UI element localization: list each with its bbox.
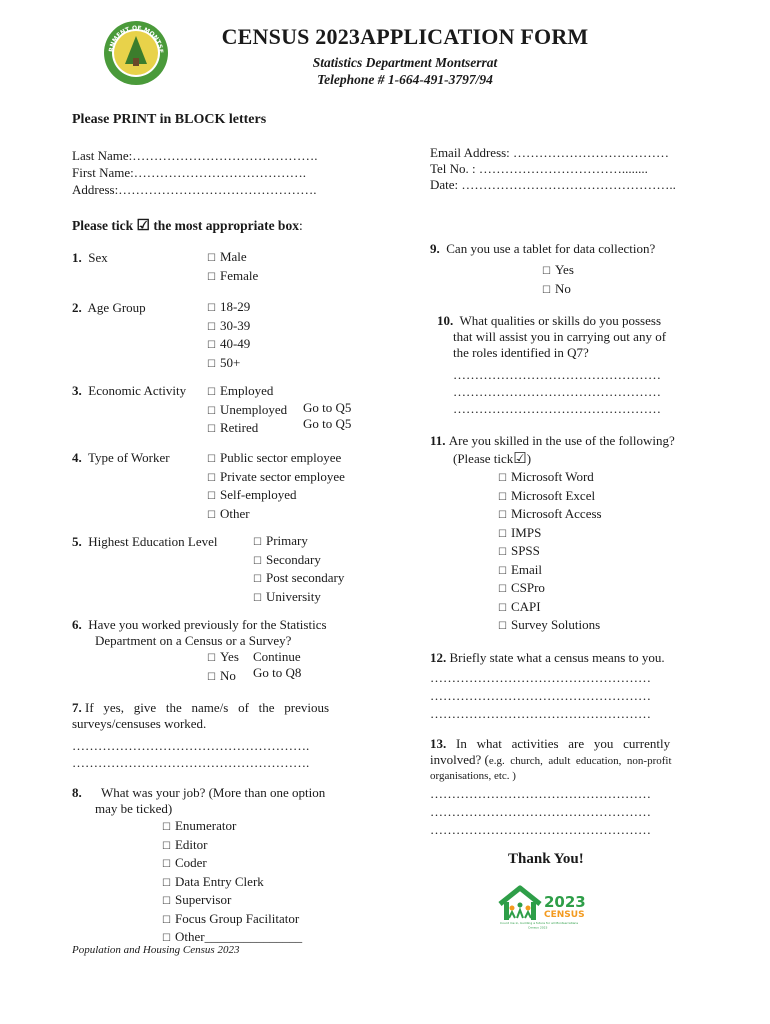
- q13-answer-line[interactable]: ……………………………………………: [430, 786, 651, 801]
- checkbox-option[interactable]: ☐ Primary: [253, 533, 308, 548]
- checkbox-option[interactable]: ☐ Post secondary: [253, 570, 345, 585]
- checkbox-option[interactable]: ☐ 50+: [207, 354, 241, 370]
- svg-text:GOVERNMENT OF MONTSERRAT: RNMENT OF MONTSE: [107, 24, 165, 54]
- q7-answer-line[interactable]: ……………………………………………….: [72, 755, 310, 770]
- skip-instruction: Go to Q8: [253, 665, 302, 680]
- checkbox-option[interactable]: ☐ Other: [207, 505, 250, 521]
- date-field[interactable]: Date: …………………………………………..: [430, 177, 676, 192]
- q1-label: 1. Sex: [72, 250, 108, 265]
- email-field[interactable]: Email Address: ………………………………: [430, 145, 670, 160]
- checkbox-option[interactable]: ☐ Public sector employee: [207, 450, 342, 465]
- print-instruction: Please PRINT in BLOCK letters: [72, 112, 267, 127]
- q8-question-cont: may be ticked): [95, 801, 173, 816]
- checkbox-option[interactable]: ☐ 40-49: [207, 336, 251, 351]
- checkbox-option[interactable]: ☐ Female: [207, 267, 259, 283]
- checkbox-option[interactable]: ☐ Focus Group Facilitator: [162, 910, 300, 926]
- q2-options: [207, 299, 250, 373]
- q12-answer-line[interactable]: ……………………………………………: [430, 670, 651, 685]
- q12-answer-line[interactable]: ……………………………………………: [430, 688, 651, 703]
- form-title: CENSUS 2023APPLICATION FORM: [221, 24, 589, 49]
- checkbox-option[interactable]: ☐ Microsoft Word: [498, 469, 594, 484]
- q10-answer-line[interactable]: …………………………………………: [453, 384, 661, 399]
- checkbox-option[interactable]: ☐ SPSS: [498, 543, 540, 558]
- tel-field[interactable]: Tel No. : ……………………………........: [430, 161, 648, 176]
- checkbox-option[interactable]: ☐ Survey Solutions: [498, 617, 601, 632]
- checkbox-option[interactable]: ☐ Yes: [542, 262, 574, 277]
- q9-options: [542, 262, 574, 299]
- skip-instruction: Continue: [253, 649, 301, 664]
- checkbox-option[interactable]: ☐ Private sector employee: [207, 468, 345, 484]
- checkbox-option[interactable]: ☐ No: [542, 280, 571, 296]
- checkbox-option[interactable]: ☐ Unemployed: [207, 401, 288, 417]
- q11-subinstruction: (Please tick☑): [453, 451, 532, 467]
- svg-text:CENSUS: CENSUS: [544, 910, 585, 920]
- checkbox-option[interactable]: ☐ Other_______________: [162, 929, 303, 944]
- last-name-field[interactable]: Last Name:…………………………………….: [72, 148, 318, 163]
- svg-text:Count me in, building a future: Count me in, building a future for all Montserratians: [500, 921, 579, 925]
- checkbox-option[interactable]: ☐ Yes: [207, 649, 239, 664]
- q13-question: 13. In what activities are you currently: [430, 736, 671, 751]
- q13-question-cont: organisations, etc. ): [430, 770, 516, 782]
- q11-question: 11. Are you skilled in the use of the following?: [430, 433, 675, 448]
- census-2023-logo: [498, 882, 598, 930]
- q8-options: [162, 818, 302, 948]
- checkbox-option[interactable]: ☐ Microsoft Access: [498, 506, 602, 521]
- q3-options: [207, 383, 287, 439]
- checked-box-icon: ☑: [513, 451, 527, 467]
- q4-options: [207, 450, 345, 524]
- checkbox-option[interactable]: ☐ Secondary: [253, 551, 321, 567]
- checkbox-option[interactable]: ☐ Employed: [207, 383, 274, 398]
- q4-label: 4. Type of Worker: [72, 450, 170, 465]
- q7-question: 7. If yes, give the name/s of the previous: [72, 700, 330, 715]
- q1-options: [207, 249, 258, 286]
- q6-question: 6. Have you worked previously for the Statistics: [72, 617, 327, 632]
- q12-answer-line[interactable]: ……………………………………………: [430, 706, 651, 721]
- thank-you-text: Thank You!: [508, 851, 584, 867]
- checkbox-option[interactable]: ☐ Email: [498, 561, 543, 577]
- svg-text:2023: 2023: [544, 893, 586, 911]
- q3-label: 3. Economic Activity: [72, 383, 187, 398]
- department-phone: Telephone # 1-664-491-3797/94: [317, 72, 493, 87]
- skip-instruction: Go to Q5: [303, 416, 352, 431]
- footer-text: Population and Housing Census 2023: [72, 944, 240, 956]
- q6-options: [207, 649, 239, 686]
- q10-question-cont: that will assist you in carrying out any of: [453, 329, 667, 344]
- q7-answer-line[interactable]: ……………………………………………….: [72, 738, 310, 753]
- skip-instruction: Go to Q5: [303, 400, 352, 415]
- q10-question-cont: the roles identified in Q7?: [453, 345, 589, 360]
- q10-answer-line[interactable]: …………………………………………: [453, 401, 661, 416]
- checkbox-option[interactable]: ☐ Coder: [162, 855, 207, 870]
- address-field[interactable]: Address:……………………………………….: [72, 182, 317, 197]
- checkbox-option[interactable]: ☐ No: [207, 667, 236, 683]
- svg-text:Census 2023: Census 2023: [528, 925, 548, 930]
- checkbox-option[interactable]: ☐ 18-29: [207, 299, 251, 314]
- q9-question: 9. Can you use a tablet for data collection?: [430, 241, 656, 256]
- q10-question: 10. What qualities or skills do you possess: [437, 313, 662, 328]
- checkbox-option[interactable]: ☐ IMPS: [498, 524, 542, 540]
- checkbox-option[interactable]: ☐ Data Entry Clerk: [162, 873, 264, 889]
- q13-answer-line[interactable]: ……………………………………………: [430, 804, 651, 819]
- q13-answer-line[interactable]: ……………………………………………: [430, 822, 651, 837]
- q5-options: [253, 533, 344, 607]
- tick-instruction: Please tick ☑ the most appropriate box:: [72, 218, 303, 234]
- checkbox-option[interactable]: ☐ Enumerator: [162, 818, 237, 833]
- department-name: Statistics Department Montserrat: [312, 55, 498, 70]
- checkbox-option[interactable]: ☐ Microsoft Excel: [498, 487, 596, 503]
- q12-question: 12. Briefly state what a census means to you.: [430, 650, 665, 665]
- checked-box-icon: ☑: [136, 218, 150, 234]
- checkbox-option[interactable]: ☐ Editor: [162, 836, 208, 852]
- q8-question: 8. What was your job? (More than one option: [72, 785, 326, 800]
- checkbox-option[interactable]: ☐ Retired: [207, 420, 259, 435]
- q10-answer-line[interactable]: …………………………………………: [453, 367, 661, 382]
- first-name-field[interactable]: First Name:………………………………….: [72, 165, 306, 180]
- q6-question-cont: Department on a Census or a Survey?: [95, 633, 292, 648]
- q7-question-cont: surveys/censuses worked.: [72, 716, 207, 731]
- checkbox-option[interactable]: ☐ CSPro: [498, 580, 545, 595]
- checkbox-option[interactable]: ☐ Self-employed: [207, 487, 297, 502]
- checkbox-option[interactable]: ☐ Supervisor: [162, 892, 232, 907]
- q2-label: 2. Age Group: [72, 300, 146, 315]
- checkbox-option[interactable]: ☐ Male: [207, 249, 247, 264]
- checkbox-option[interactable]: ☐ CAPI: [498, 598, 541, 614]
- checkbox-option[interactable]: ☐ 30-39: [207, 317, 251, 333]
- checkbox-option[interactable]: ☐ University: [253, 588, 321, 604]
- q13-question-cont: involved? (e.g. church, adult education, non-profit: [430, 752, 672, 767]
- q11-options: [498, 469, 602, 636]
- q5-label: 5. Highest Education Level: [72, 534, 218, 549]
